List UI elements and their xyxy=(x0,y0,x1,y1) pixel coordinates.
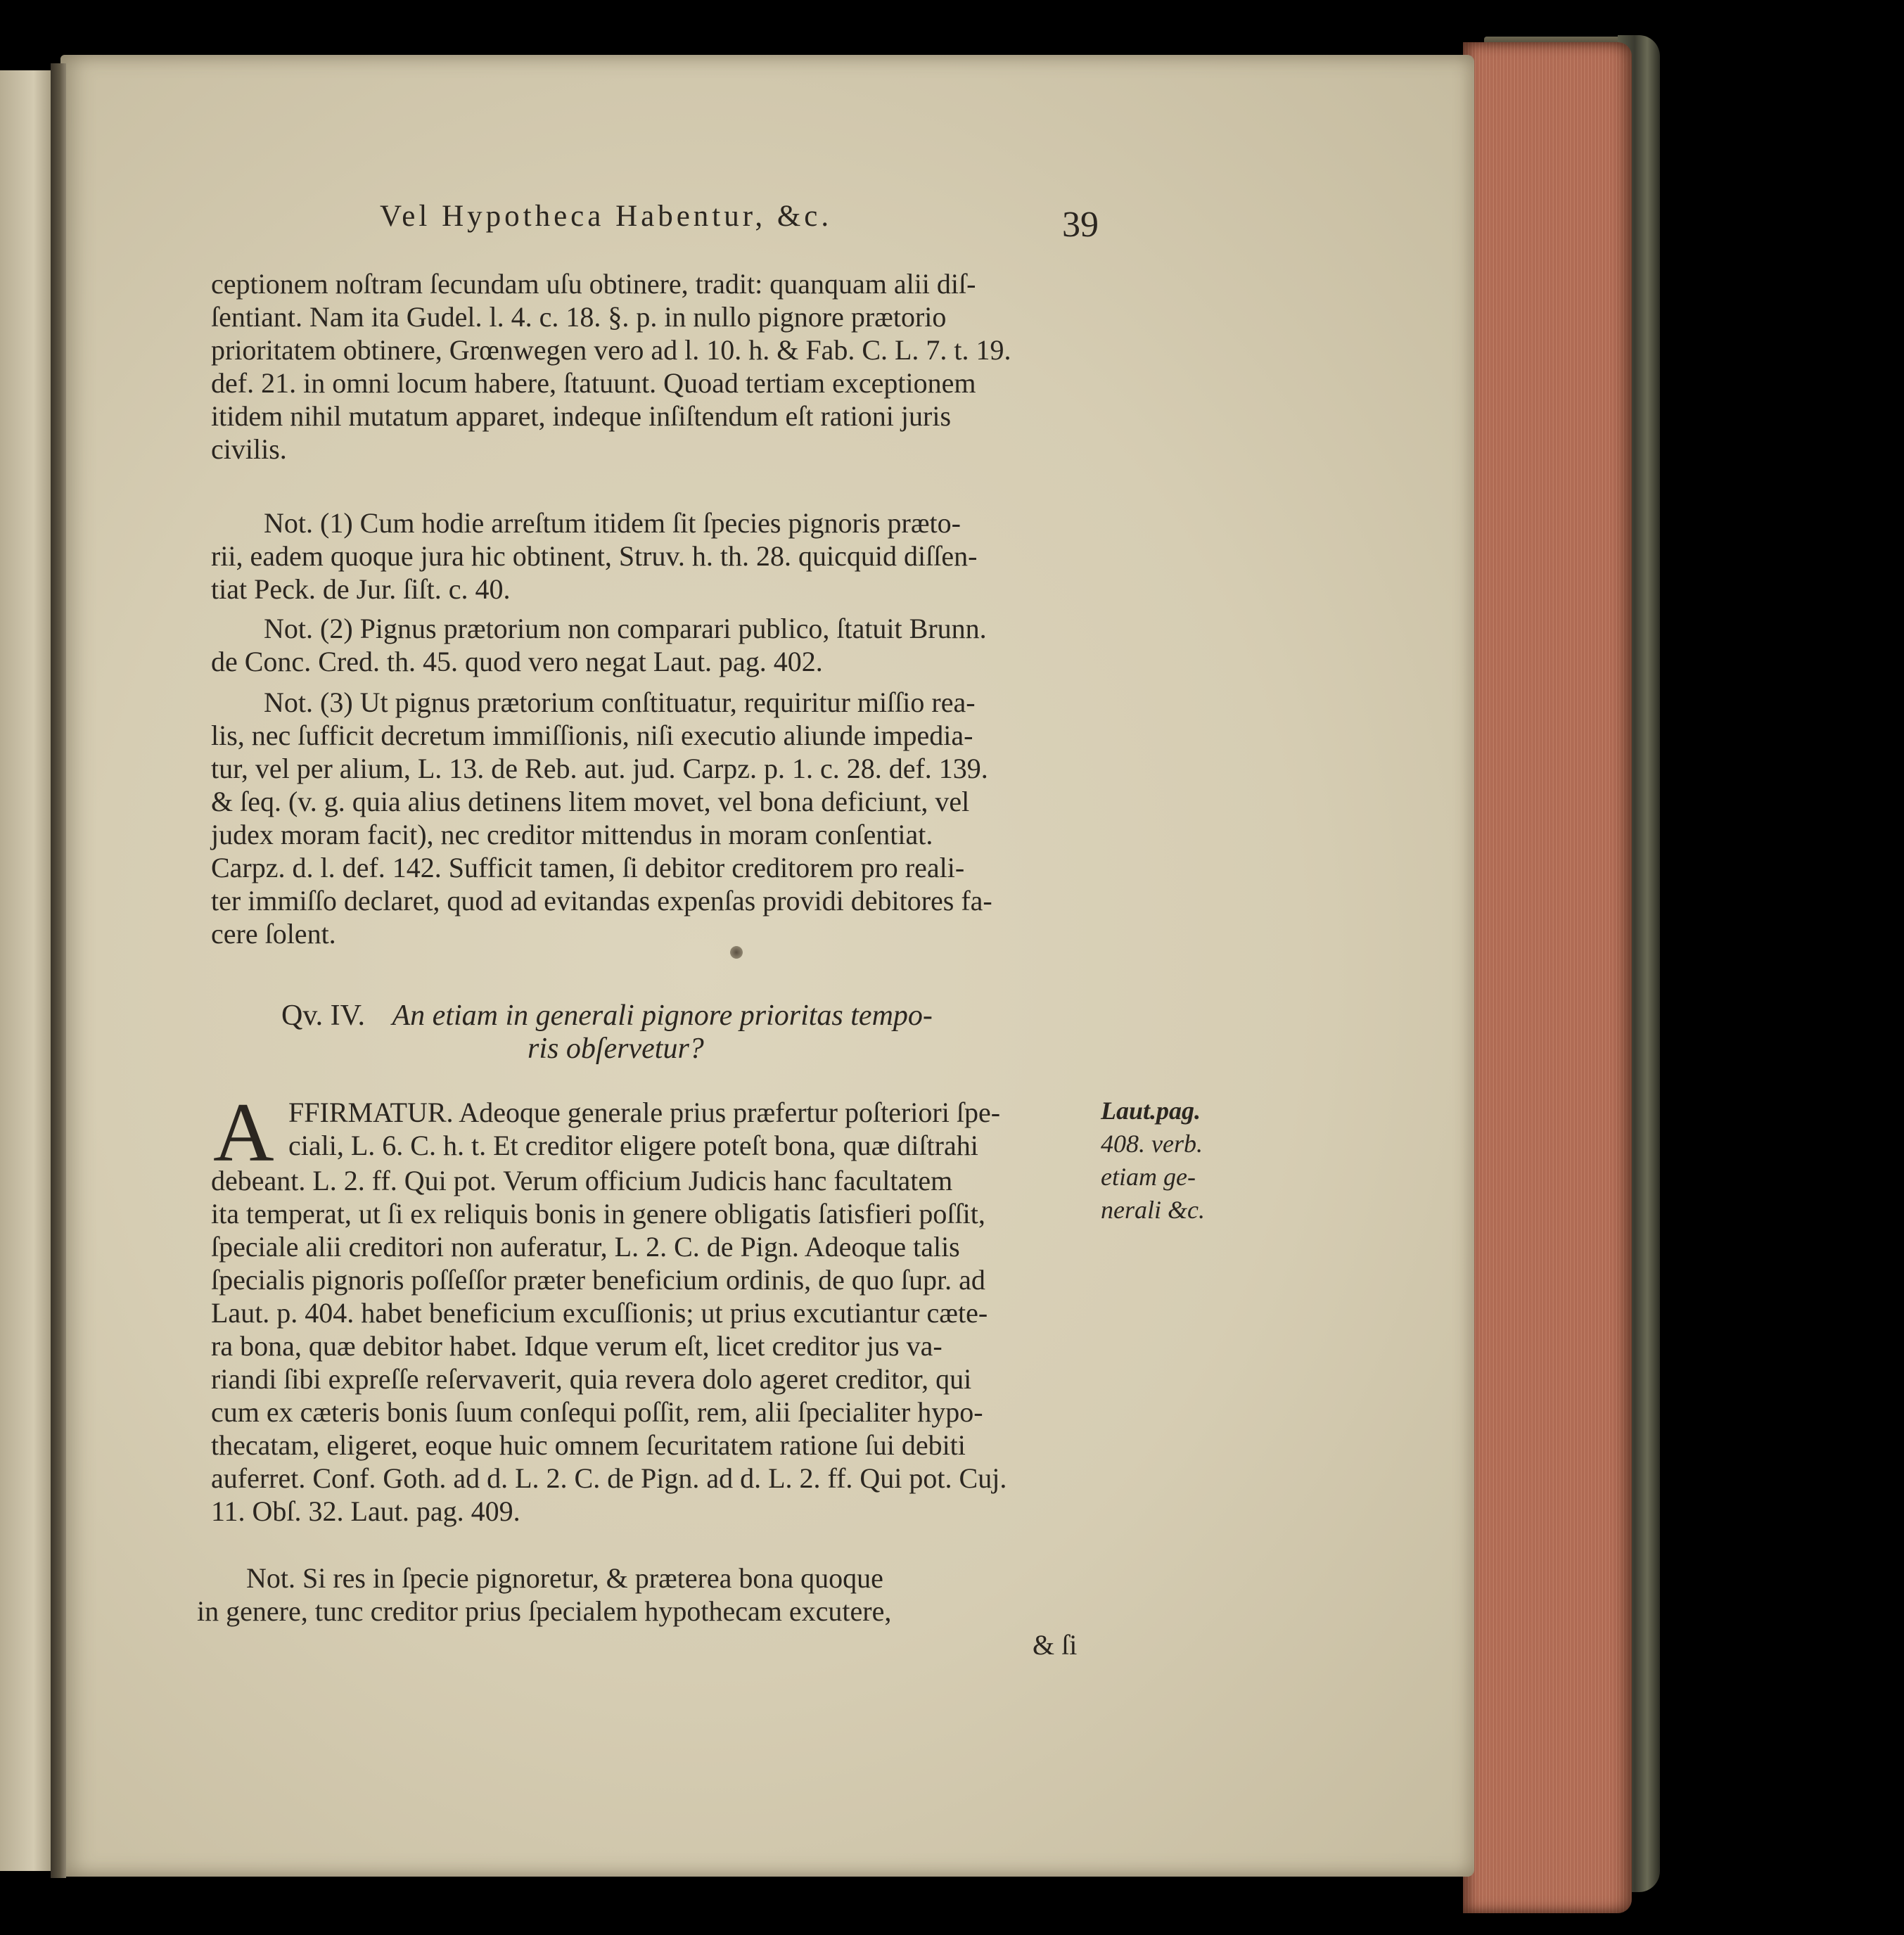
left-page-edge xyxy=(0,70,56,1871)
text-line: 11. Obſ. 32. Laut. pag. 409. xyxy=(211,1495,520,1527)
text-line: def. 21. in omni locum habere, ſtatuunt. Quoad tertiam exceptionem xyxy=(211,367,976,399)
text-line: cum ex cæteris bonis ſuum conſequi poſſit, rem, alii ſpecialiter hypo- xyxy=(211,1396,983,1428)
note-line: cere ſolent. xyxy=(211,918,336,950)
note-line: Not. Si res in ſpecie pignoretur, & præterea bona quoque xyxy=(246,1562,883,1594)
note-line: Not. (1) Cum hodie arreſtum itidem ſit ſpecies pignoris præto- xyxy=(264,507,961,539)
note-line: Not. (2) Pignus prætorium non comparari publico, ſtatuit Brunn. xyxy=(264,613,987,644)
page-number: 39 xyxy=(1062,205,1099,245)
note-line: Carpz. d. l. def. 142. Sufficit tamen, ſi debitor creditorem pro reali- xyxy=(211,852,965,883)
page-block-fore-edge xyxy=(1463,42,1632,1913)
text-line: debeant. L. 2. ff. Qui pot. Verum officium Judicis hanc facultatem xyxy=(211,1165,953,1196)
text-line: prioritatem obtinere, Grœnwegen vero ad l. 10. h. & Fab. C. L. 7. t. 19. xyxy=(211,334,1011,366)
text-line: Laut. p. 404. habet beneficium excuſſionis; ut prius excutiantur cæte- xyxy=(211,1297,988,1329)
running-header: Vel Hypotheca Habentur, &c. xyxy=(380,200,833,233)
text-line: FFIRMATUR. Adeoque generale prius præfertur poſteriori ſpe- xyxy=(288,1097,1001,1128)
text-line: civilis. xyxy=(211,433,287,465)
note-line: lis, nec ſufficit decretum immiſſionis, niſi executio aliunde impedia- xyxy=(211,720,973,751)
text-line: ita temperat, ut ſi ex reliquis bonis in genere obligatis ſatisfieri poſſit, xyxy=(211,1198,985,1230)
text-line: ciali, L. 6. C. h. t. Et creditor eligere poteſt bona, quæ diſtrahi xyxy=(288,1130,978,1161)
marginal-note-line: 408. verb. xyxy=(1101,1130,1203,1158)
book-gutter xyxy=(51,63,66,1878)
catchword: & ſi xyxy=(1033,1629,1078,1661)
note-line: Not. (3) Ut pignus prætorium conſtituatur, requiritur miſſio rea- xyxy=(264,686,976,718)
question-title-continued: ris obſervetur? xyxy=(528,1033,704,1065)
note-line: & ſeq. (v. g. quia alius detinens litem movet, vel bona deficiunt, vel xyxy=(211,786,970,817)
question-label: Qv. IV. xyxy=(281,1000,366,1032)
question-heading xyxy=(281,999,933,1033)
text-line: riandi ſibi expreſſe reſervaverit, quia revera dolo ageret creditor, qui xyxy=(211,1363,972,1395)
text-line: ſpecialis pignoris poſſeſſor præter beneficium ordinis, de quo ſupr. ad xyxy=(211,1264,985,1296)
note-line: ter immiſſo declaret, quod ad evitandas expenſas providi debitores fa- xyxy=(211,885,992,917)
printer-ornament xyxy=(730,946,743,959)
text-line: ſentiant. Nam ita Gudel. l. 4. c. 18. §. p. in nullo pignore prætorio xyxy=(211,301,947,333)
note-line: rii, eadem quoque jura hic obtinent, Struv. h. th. 28. quicquid diſſen- xyxy=(211,540,978,572)
note-line: tur, vel per alium, L. 13. de Reb. aut. jud. Carpz. p. 1. c. 28. def. 139. xyxy=(211,753,988,784)
text-line: thecatam, eligeret, eoque huic omnem ſecuritatem ratione ſui debiti xyxy=(211,1429,966,1461)
drop-cap: A xyxy=(213,1085,274,1179)
marginal-note-line: Laut.pag. xyxy=(1101,1097,1201,1125)
text-line: ra bona, quæ debitor habet. Idque verum eſt, licet creditor jus va- xyxy=(211,1330,943,1362)
text-line: auferret. Conf. Goth. ad d. L. 2. C. de Pign. ad d. L. 2. ff. Qui pot. Cuj. xyxy=(211,1462,1007,1494)
note-line: tiat Peck. de Jur. ſiſt. c. 40. xyxy=(211,573,511,605)
question-title: An etiam in generali pignore prioritas tempo- xyxy=(392,1000,933,1032)
text-line: ſpeciale alii creditori non auferatur, L. 2. C. de Pign. Adeoque talis xyxy=(211,1231,960,1263)
note-line: judex moram facit), nec creditor mittendus in moram conſentiat. xyxy=(211,819,933,850)
note-line: de Conc. Cred. th. 45. quod vero negat Laut. pag. 402. xyxy=(211,646,823,677)
note-line: in genere, tunc creditor prius ſpecialem hypothecam excutere, xyxy=(197,1595,892,1627)
text-line: ceptionem noſtram ſecundam uſu obtinere, tradit: quanquam alii diſ- xyxy=(211,268,976,300)
marginal-note-line: nerali &c. xyxy=(1101,1196,1205,1224)
text-line: itidem nihil mutatum apparet, indeque inſiſtendum eſt rationi juris xyxy=(211,400,952,432)
marginal-note-line: etiam ge- xyxy=(1101,1163,1196,1191)
